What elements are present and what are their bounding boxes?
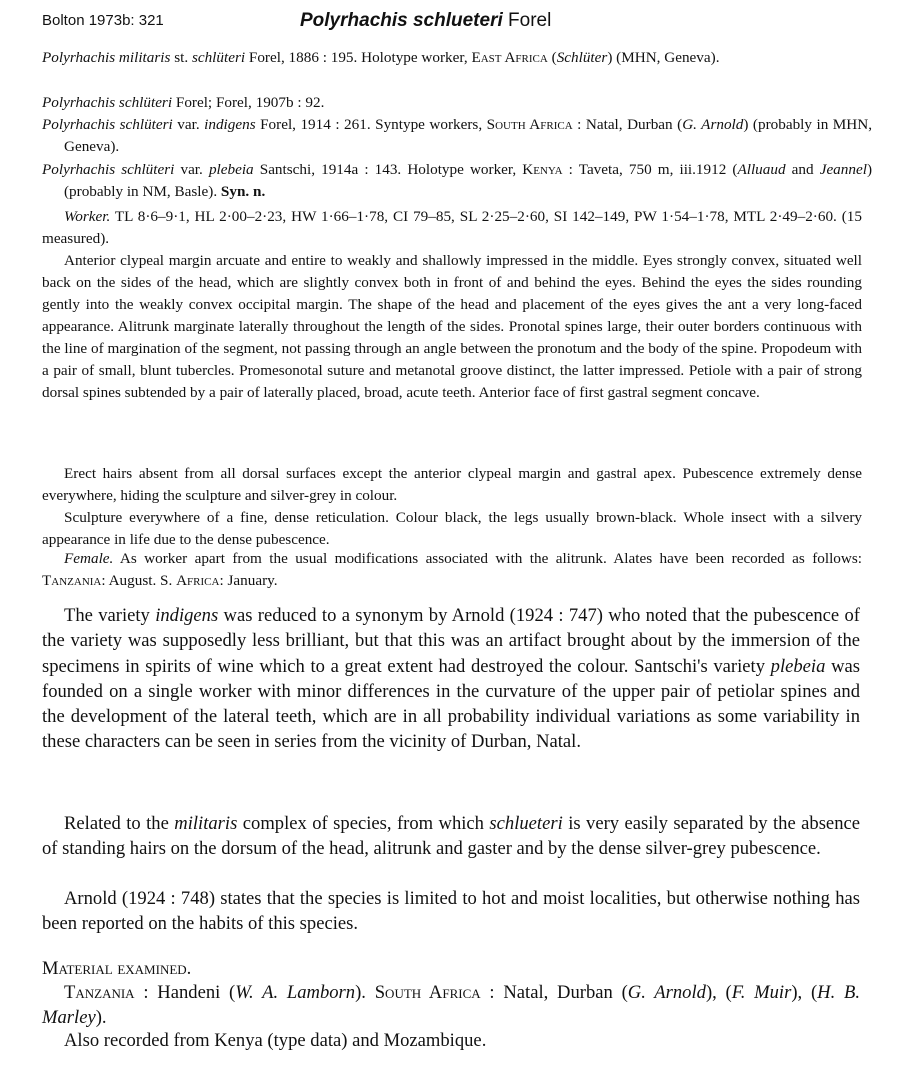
worker-description-paragraph: Erect hairs absent from all dorsal surfaces except the anterior clypeal margin and gastral apex. Pubescence extremely dense everywhere, hiding the sculpture and silver-grey in colour. [42,465,862,504]
synonymy-entry: Polyrhachis schlüteri var. indigens Forel, 1914 : 261. Syntype workers, South Africa : Natal, Durban (G. Arnold) (probably in MHN, Geneva). [42,116,873,155]
discussion-paragraph: Related to the militaris complex of species, from which schlueteri is very easily separated by the absence of standing hairs on the dorsum of the head, alitrunk and gaster and by the dense silver-grey pubescence. [42,813,860,860]
material-examined: Tanzania : Handeni (W. A. Lamborn). South Africa : Natal, Durban (G. Arnold), (F. Muir), (H. B. Marley). [42,982,860,1029]
species-title [300,10,551,32]
material-heading: Material examined. [42,958,192,979]
worker-description-paragraph: Sculpture everywhere of a fine, dense reticulation. Colour black, the legs usually brown-black. Whole insect with a silvery appearance in life due to the dense pubescence. [42,509,862,548]
synonymy-entry: Polyrhachis schlüteri var. plebeia Santschi, 1914a : 143. Holotype worker, Kenya : Taveta, 750 m, iii.1912 (Alluaud and Jeannel) (probably in NM, Basle). Syn. n. [42,161,872,200]
material-also-recorded: Also recorded from Kenya (type data) and Mozambique. [64,1030,487,1051]
synonymy-entry: Polyrhachis schlüteri Forel; Forel, 1907b : 92. [42,94,325,111]
female-label: Female. [64,550,114,567]
citation-reference: Bolton 1973b: 321 [42,12,164,29]
species-name: Polyrhachis schlueteri [300,10,503,31]
synonymy-entry: Polyrhachis militaris st. schlüteri Forel, 1886 : 195. Holotype worker, East Africa (Schlüter) (MHN, Geneva). [42,49,720,66]
species-author: Forel [502,10,552,31]
synonymy-status: Syn. n. [220,183,266,200]
worker-description-paragraph: Anterior clypeal margin arcuate and entire to weakly and shallowly impressed in the middle. Eyes strongly convex, situated well back on the sides of the head, which are slightly convex both in front of and behind the eyes. Behind the eyes the sides rounding gently into the weakly convex occipital margin. The shape of the head and placement of the eyes gives the ant a very long-faced appearance. Alitrunk marginate laterally throughout the length of the sides. Pronotal spines large, their outer borders continuous with the line of margination of the segment, not passing through an angle between the pronotum and the body of the spine. Propodeum with a pair of small, blunt tubercles. Promesonotal suture and metanotal groove distinct, the latter impressed. Petiole with a pair of strong dorsal spines subtended by a pair of laterally placed, broad, acute teeth. Anterior face of first gastral segment concave. [42,252,862,401]
page-header [42,10,862,38]
worker-label: Worker. [64,208,111,225]
female-description: Female. As worker apart from the usual modifications associated with the alitrunk. Alates have been recorded as follows: Tanzania: August. S. Africa: January. [42,550,862,589]
discussion-paragraph: The variety indigens was reduced to a synonym by Arnold (1924 : 747) who noted that the pubescence of the variety was supposedly less brilliant, but that this was an artifact brought about by the immersion of the specimens in spirits of wine which to a great extent had destroyed the colour. Santschi's variety plebeia was founded on a single worker with minor differences in the curvature of the upper pair of petiolar spines and the development of the lateral teeth, which are in all probability individual variations as some variability in these characters can be seen in series from the vicinity of Durban, Natal. [42,605,861,753]
discussion-paragraph: Arnold (1924 : 748) states that the species is limited to hot and moist localities, but otherwise nothing has been reported on the habits of this species. [42,888,860,935]
worker-measurements: Worker. TL 8·6–9·1, HL 2·00–2·23, HW 1·66–1·78, CI 79–85, SL 2·25–2·60, SI 142–149, PW 1·54–1·78, MTL 2·49–2·60. (15 measured). [42,208,862,247]
